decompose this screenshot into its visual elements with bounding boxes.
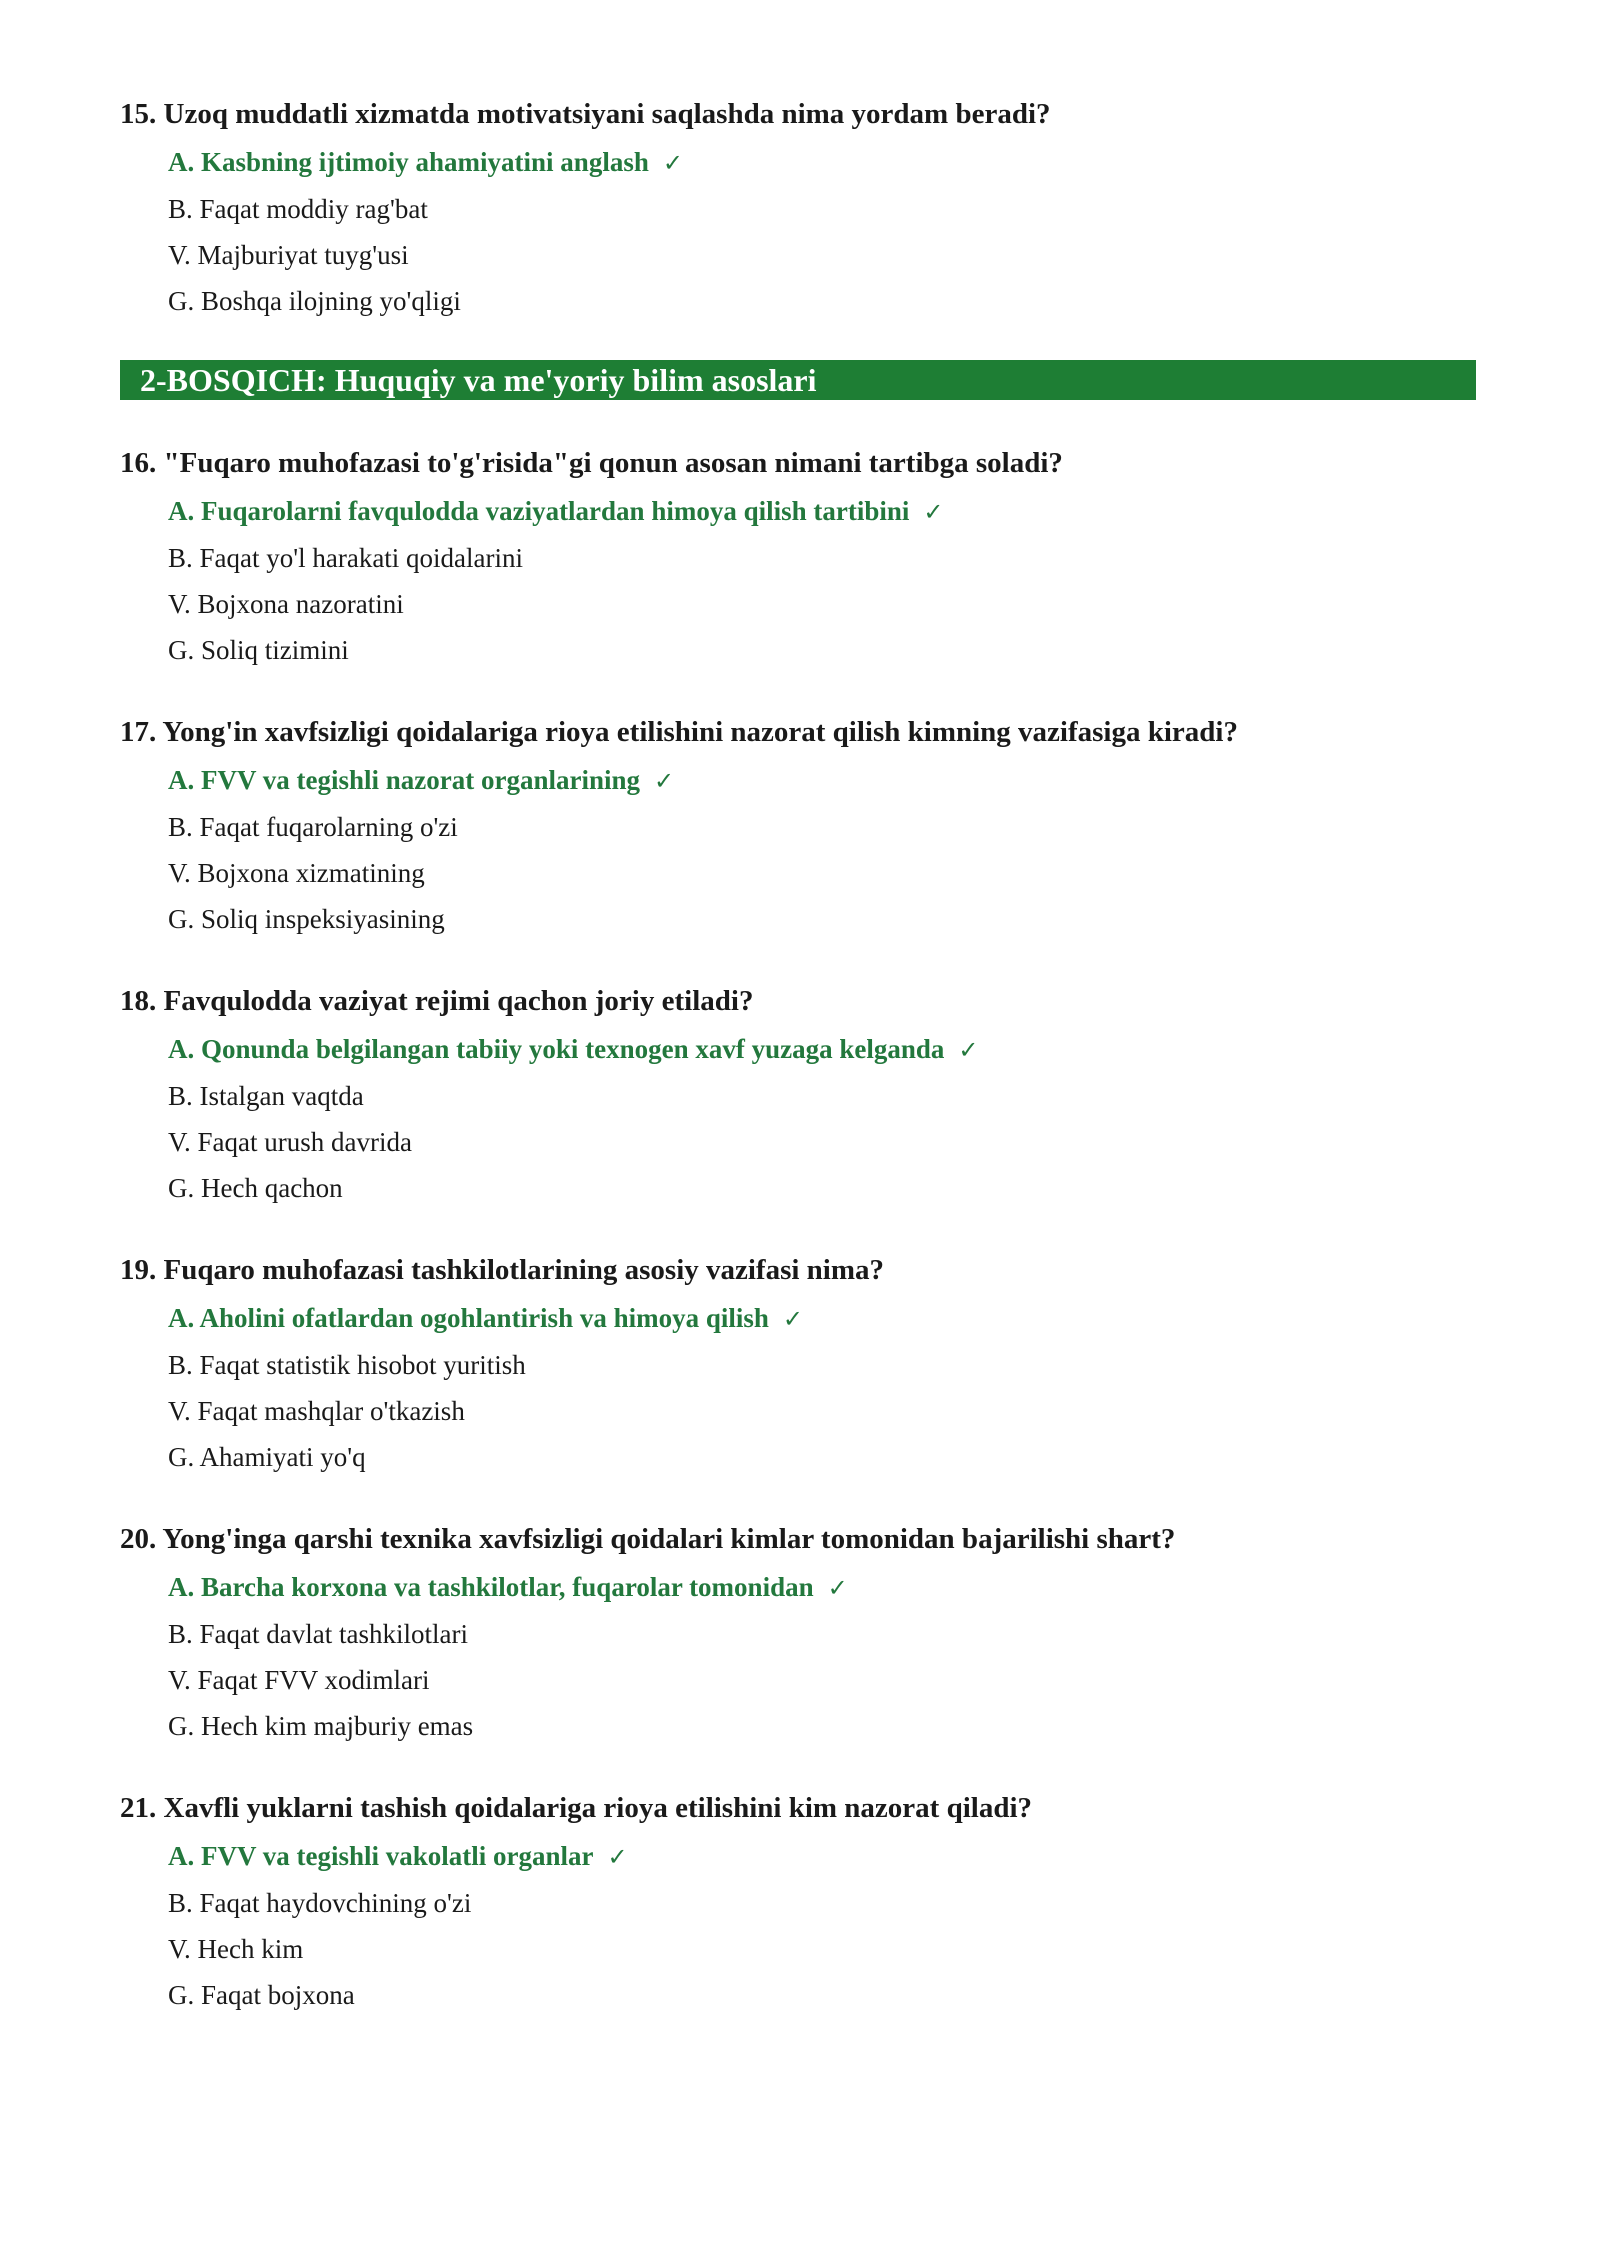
option-g: G. Boshqa ilojning yo'qligi [168, 286, 461, 316]
option-v: V. Bojxona nazoratini [168, 589, 404, 619]
question-19 [120, 1252, 1480, 1487]
option-label: A. Kasbning ijtimoiy ahamiyatini anglash [168, 147, 649, 177]
check-icon: ✓ [958, 1036, 979, 1064]
option-g: G. Soliq tizimini [168, 635, 349, 665]
option-v: V. Faqat FVV xodimlari [168, 1665, 430, 1695]
question-text: 19. Fuqaro muhofazasi tashkilotlarining asosiy vazifasi nima? [120, 1254, 885, 1286]
check-icon: ✓ [654, 767, 675, 795]
option-v: V. Majburiyat tuyg'usi [168, 240, 409, 270]
check-icon: ✓ [662, 149, 683, 177]
option-label: A. Qonunda belgilangan tabiiy yoki texnogen xavf yuzaga kelganda [168, 1034, 945, 1064]
question-text: 15. Uzoq muddatli xizmatda motivatsiyani saqlashda nima yordam beradi? [120, 98, 1051, 130]
option-b: B. Faqat haydovchining o'zi [168, 1888, 472, 1918]
option-label: A. Fuqarolarni favqulodda vaziyatlardan himoya qilish tartibini [168, 496, 910, 526]
question-18 [120, 983, 1480, 1218]
check-icon: ✓ [923, 498, 944, 526]
question-text: 17. Yong'in xavfsizligi qoidalariga rioya etilishini nazorat qilish kimning vazifasiga kiradi? [120, 716, 1238, 748]
option-label: A. Aholini ofatlardan ogohlantirish va himoya qilish [168, 1303, 769, 1333]
option-g: G. Hech qachon [168, 1173, 343, 1203]
option-a-correct [168, 764, 1480, 797]
question-text: 20. Yong'inga qarshi texnika xavfsizligi qoidalari kimlar tomonidan bajarilishi shart? [120, 1523, 1176, 1555]
option-b: B. Istalgan vaqtda [168, 1081, 364, 1111]
option-v: V. Bojxona xizmatining [168, 858, 425, 888]
question-text: 18. Favqulodda vaziyat rejimi qachon joriy etiladi? [120, 985, 754, 1017]
option-g: G. Hech kim majburiy emas [168, 1711, 474, 1741]
question-15 [120, 96, 1480, 331]
question-20 [120, 1521, 1480, 1756]
option-a-correct [168, 1033, 1480, 1066]
option-g: G. Soliq inspeksiyasining [168, 904, 445, 934]
option-v: V. Faqat urush davrida [168, 1127, 412, 1157]
option-a-correct [168, 1571, 1480, 1604]
option-g: G. Faqat bojxona [168, 1980, 355, 2010]
option-b: B. Faqat statistik hisobot yuritish [168, 1350, 526, 1380]
option-label: A. FVV va tegishli vakolatli organlar [168, 1841, 594, 1871]
question-text: 21. Xavfli yuklarni tashish qoidalariga rioya etilishini kim nazorat qiladi? [120, 1792, 1033, 1824]
question-21 [120, 1790, 1480, 2025]
option-a-correct [168, 495, 1480, 528]
option-v: V. Hech kim [168, 1934, 304, 1964]
question-17 [120, 714, 1480, 949]
check-icon: ✓ [782, 1305, 803, 1333]
check-icon: ✓ [827, 1574, 848, 1602]
check-icon: ✓ [607, 1843, 628, 1871]
option-b: B. Faqat fuqarolarning o'zi [168, 812, 458, 842]
option-label: A. Barcha korxona va tashkilotlar, fuqarolar tomonidan [168, 1572, 814, 1602]
question-text: 16. "Fuqaro muhofazasi to'g'risida"gi qonun asosan nimani tartibga soladi? [120, 447, 1063, 479]
option-a-correct [168, 1302, 1480, 1335]
option-label: A. FVV va tegishli nazorat organlarining [168, 765, 640, 795]
option-v: V. Faqat mashqlar o'tkazish [168, 1396, 465, 1426]
section-header: 2-BOSQICH: Huquqiy va me'yoriy bilim asoslari [120, 360, 1476, 400]
option-b: B. Faqat davlat tashkilotlari [168, 1619, 468, 1649]
option-b: B. Faqat yo'l harakati qoidalarini [168, 543, 524, 573]
option-a-correct [168, 1840, 1480, 1873]
option-a-correct [168, 146, 1480, 179]
question-16 [120, 445, 1480, 680]
option-g: G. Ahamiyati yo'q [168, 1442, 366, 1472]
option-b: B. Faqat moddiy rag'bat [168, 194, 428, 224]
